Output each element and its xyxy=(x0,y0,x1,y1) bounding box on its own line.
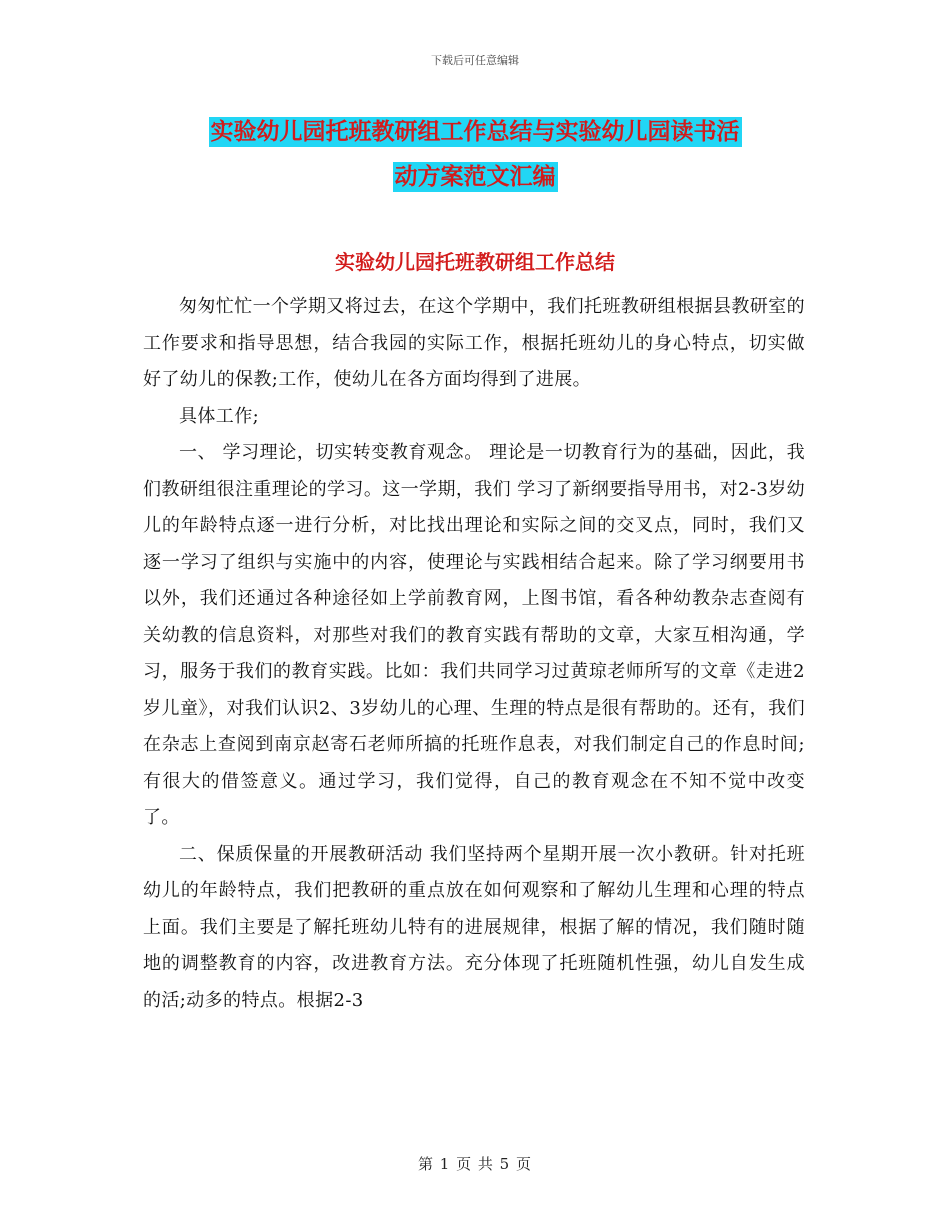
paragraph: 二、保质保量的开展教研活动 我们坚持两个星期开展一次小教研。针对托班幼儿的年龄特点，我们把教研的重点放在如何观察和了解幼儿生理和心理的特点上面。我们主要是了解托班幼儿特有的进展规律，根据了解的情况，我们随时随地的调整教育的内容，改进教育方法。充分体现了托班随机性强，幼儿自发生成的活;动多的特点。根据2-3 xyxy=(143,843,805,1011)
paragraph: 具体工作; xyxy=(179,405,260,427)
section-title: 实验幼儿园托班教研组工作总结 xyxy=(335,250,615,274)
page-number: 第 1 页 共 5 页 xyxy=(418,1155,532,1173)
paragraph: 匆匆忙忙一个学期又将过去，在这个学期中，我们托班教研组根据县教研室的工作要求和指导思想，结合我园的实际工作，根据托班幼儿的身心特点，切实做好了幼儿的保教;工作，使幼儿在各方面均得到了进展。 xyxy=(143,296,805,390)
paragraph: 一、 学习理论，切实转变教育观念。 理论是一切教育行为的基础，因此，我们教研组很注重理论的学习。这一学期，我们 学习了新纲要指导用书，对2-3岁幼儿的年龄特点逐一进行分析，对比找出理论和实际之间的交叉点，同时，我们又逐一学习了组织与实施中的内容，使理论与实践相结合起来。除了学习纲要用书以外，我们还通过各种途径如上学前教育网，上图书馆，看各种幼教杂志查阅有关幼教的信息资料，对那些对我们的教育实践有帮助的文章，大家互相沟通，学习，服务于我们的教育实践。比如：我们共同学习过黄琼老师所写的文章《走进2岁儿童》，对我们认识2、3岁幼儿的心理、生理的特点是很有帮助的。还有，我们在杂志上查阅到南京赵寄石老师所搞的托班作息表，对我们制定自己的作息时间;有很大的借签意义。通过学习，我们觉得，自己的教育观念在不知不觉中改变了。 xyxy=(143,442,805,828)
title-line-2: 动方案范文汇编 xyxy=(394,164,556,190)
body-text xyxy=(143,289,805,1019)
title-line-1: 实验幼儿园托班教研组工作总结与实验幼儿园读书活 xyxy=(210,119,740,145)
document-title xyxy=(0,110,950,200)
header-note: 下载后可任意编辑 xyxy=(431,54,519,67)
